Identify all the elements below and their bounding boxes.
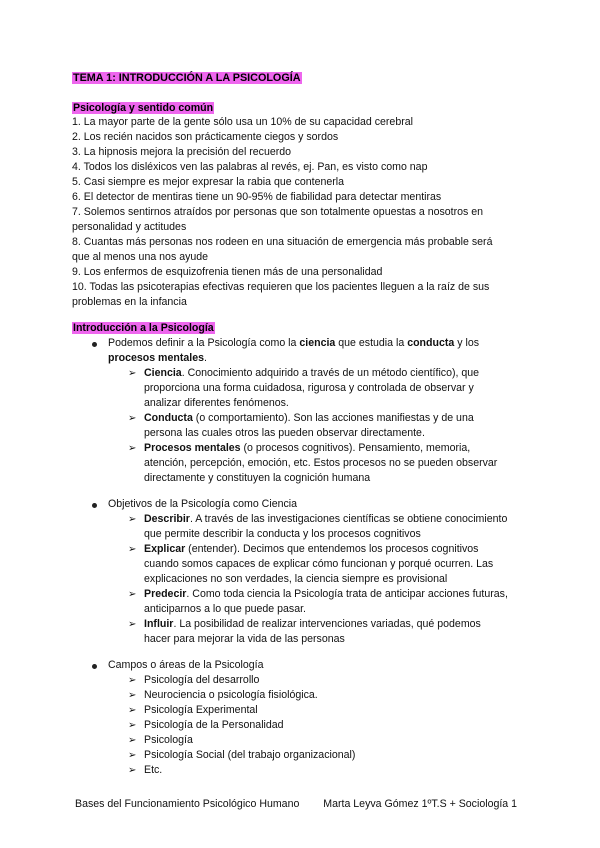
list-item: 8. Cuantas más personas nos rodeen en una situación de emergencia más probable será — [72, 236, 493, 248]
list-item: 6. El detector de mentiras tiene un 90-95% de fiabilidad para detectar mentiras — [72, 191, 442, 203]
list-item: 5. Casi siempre es mejor expresar la rabia que contenerla — [72, 176, 345, 188]
definition-text: Podemos definir a la Psicología como la ciencia que estudia la conducta y los — [108, 337, 480, 349]
list-item: Psicología Experimental — [144, 704, 258, 716]
list-item-cont: cuando somos capaces de explicar cómo funcionan y porqué ocurren. Las — [144, 558, 494, 570]
list-item: Etc. — [144, 764, 163, 776]
footer-author: Marta Leyva Gómez 1ºT.S + Sociología 1 — [323, 798, 518, 810]
list-item: Influir. La posibilidad de realizar intervenciones variadas, qué podemos — [144, 618, 481, 630]
list-item: problemas en la infancia — [72, 296, 187, 308]
list-item: Ciencia. Conocimiento adquirido a través de un método científico), que — [144, 367, 480, 379]
arrow-bullet-icon: ➢ — [128, 443, 137, 454]
list-item: 7. Solemos sentirnos atraídos por personas que son totalmente opuestas a nosotros en — [72, 206, 484, 218]
list-item: 9. Los enfermos de esquizofrenia tienen más de una personalidad — [72, 266, 383, 278]
arrow-bullet-icon: ➢ — [128, 735, 137, 746]
arrow-bullet-icon: ➢ — [128, 675, 137, 686]
list-item: Psicología de la Personalidad — [144, 719, 284, 731]
list-item: personalidad y actitudes — [72, 221, 187, 233]
list-item-cont: proporciona una forma cuidadosa, rigurosa y controlada de observar y — [144, 382, 474, 394]
list-item: Predecir. Como toda ciencia la Psicología trata de anticipar acciones futuras, — [144, 588, 508, 600]
bullet-dot-icon — [92, 664, 97, 669]
page-title: TEMA 1: INTRODUCCIÓN A LA PSICOLOGÍA — [73, 72, 301, 84]
list-item: 2. Los recién nacidos son prácticamente ciegos y sordos — [72, 131, 339, 143]
section-heading-sentido-comun: Psicología y sentido común — [73, 102, 214, 114]
list-item-cont: hacer para mejorar la vida de las personas — [144, 633, 345, 645]
list-item: Describir. A través de las investigaciones científicas se obtiene conocimiento — [144, 513, 508, 525]
list-item: Psicología Social (del trabajo organizacional) — [144, 749, 356, 761]
arrow-bullet-icon: ➢ — [128, 514, 137, 525]
list-item: Neurociencia o psicología fisiológica. — [144, 689, 318, 701]
list-item: 1. La mayor parte de la gente sólo usa un 10% de su capacidad cerebral — [72, 116, 413, 128]
fields-heading: Campos o áreas de la Psicología — [108, 659, 264, 671]
section-heading-introduccion: Introducción a la Psicología — [73, 322, 214, 334]
list-item: 10. Todas las psicoterapias efectivas requieren que los pacientes lleguen a la raíz de sus — [72, 281, 490, 293]
arrow-bullet-icon: ➢ — [128, 720, 137, 731]
list-item-cont: persona las cuales otros las pueden observar directamente. — [144, 427, 425, 439]
arrow-bullet-icon: ➢ — [128, 619, 137, 630]
arrow-bullet-icon: ➢ — [128, 690, 137, 701]
list-item: Explicar (entender). Decimos que entendemos los procesos cognitivos — [144, 543, 479, 555]
list-item: 3. La hipnosis mejora la precisión del recuerdo — [72, 146, 292, 158]
bullet-dot-icon — [92, 503, 97, 508]
objectives-heading: Objetivos de la Psicología como Ciencia — [108, 498, 298, 510]
list-item-cont: que permite describir la conducta y los procesos cognitivos — [144, 528, 421, 540]
list-item-cont: atención, percepción, emoción, etc. Estos procesos no se pueden observar — [144, 457, 498, 469]
bullet-dot-icon — [92, 342, 97, 347]
list-item-cont: explicaciones no son verdades, la ciencia siempre es provisional — [144, 573, 448, 585]
list-item: que al menos una nos ayude — [72, 251, 209, 263]
list-item: 4. Todos los disléxicos ven las palabras al revés, ej. Pan, es visto como nap — [72, 161, 428, 173]
arrow-bullet-icon: ➢ — [128, 544, 137, 555]
arrow-bullet-icon: ➢ — [128, 765, 137, 776]
list-item-cont: analizar diferentes fenómenos. — [144, 397, 289, 409]
list-item: Procesos mentales (o procesos cognitivos). Pensamiento, memoria, — [144, 442, 471, 454]
list-item-cont: directamente y constituyen la cognición humana — [144, 472, 371, 484]
arrow-bullet-icon: ➢ — [128, 368, 137, 379]
arrow-bullet-icon: ➢ — [128, 413, 137, 424]
footer-course: Bases del Funcionamiento Psicológico Humano — [75, 798, 300, 810]
list-item-cont: anticiparnos a lo que puede pasar. — [144, 603, 306, 615]
arrow-bullet-icon: ➢ — [128, 705, 137, 716]
definition-text-cont: procesos mentales. — [108, 352, 207, 364]
list-item: Psicología del desarrollo — [144, 674, 260, 686]
arrow-bullet-icon: ➢ — [128, 750, 137, 761]
arrow-bullet-icon: ➢ — [128, 589, 137, 600]
page-footer — [75, 798, 517, 810]
list-item: Psicología — [144, 734, 193, 746]
list-item: Conducta (o comportamiento). Son las acciones manifiestas y de una — [144, 412, 474, 424]
